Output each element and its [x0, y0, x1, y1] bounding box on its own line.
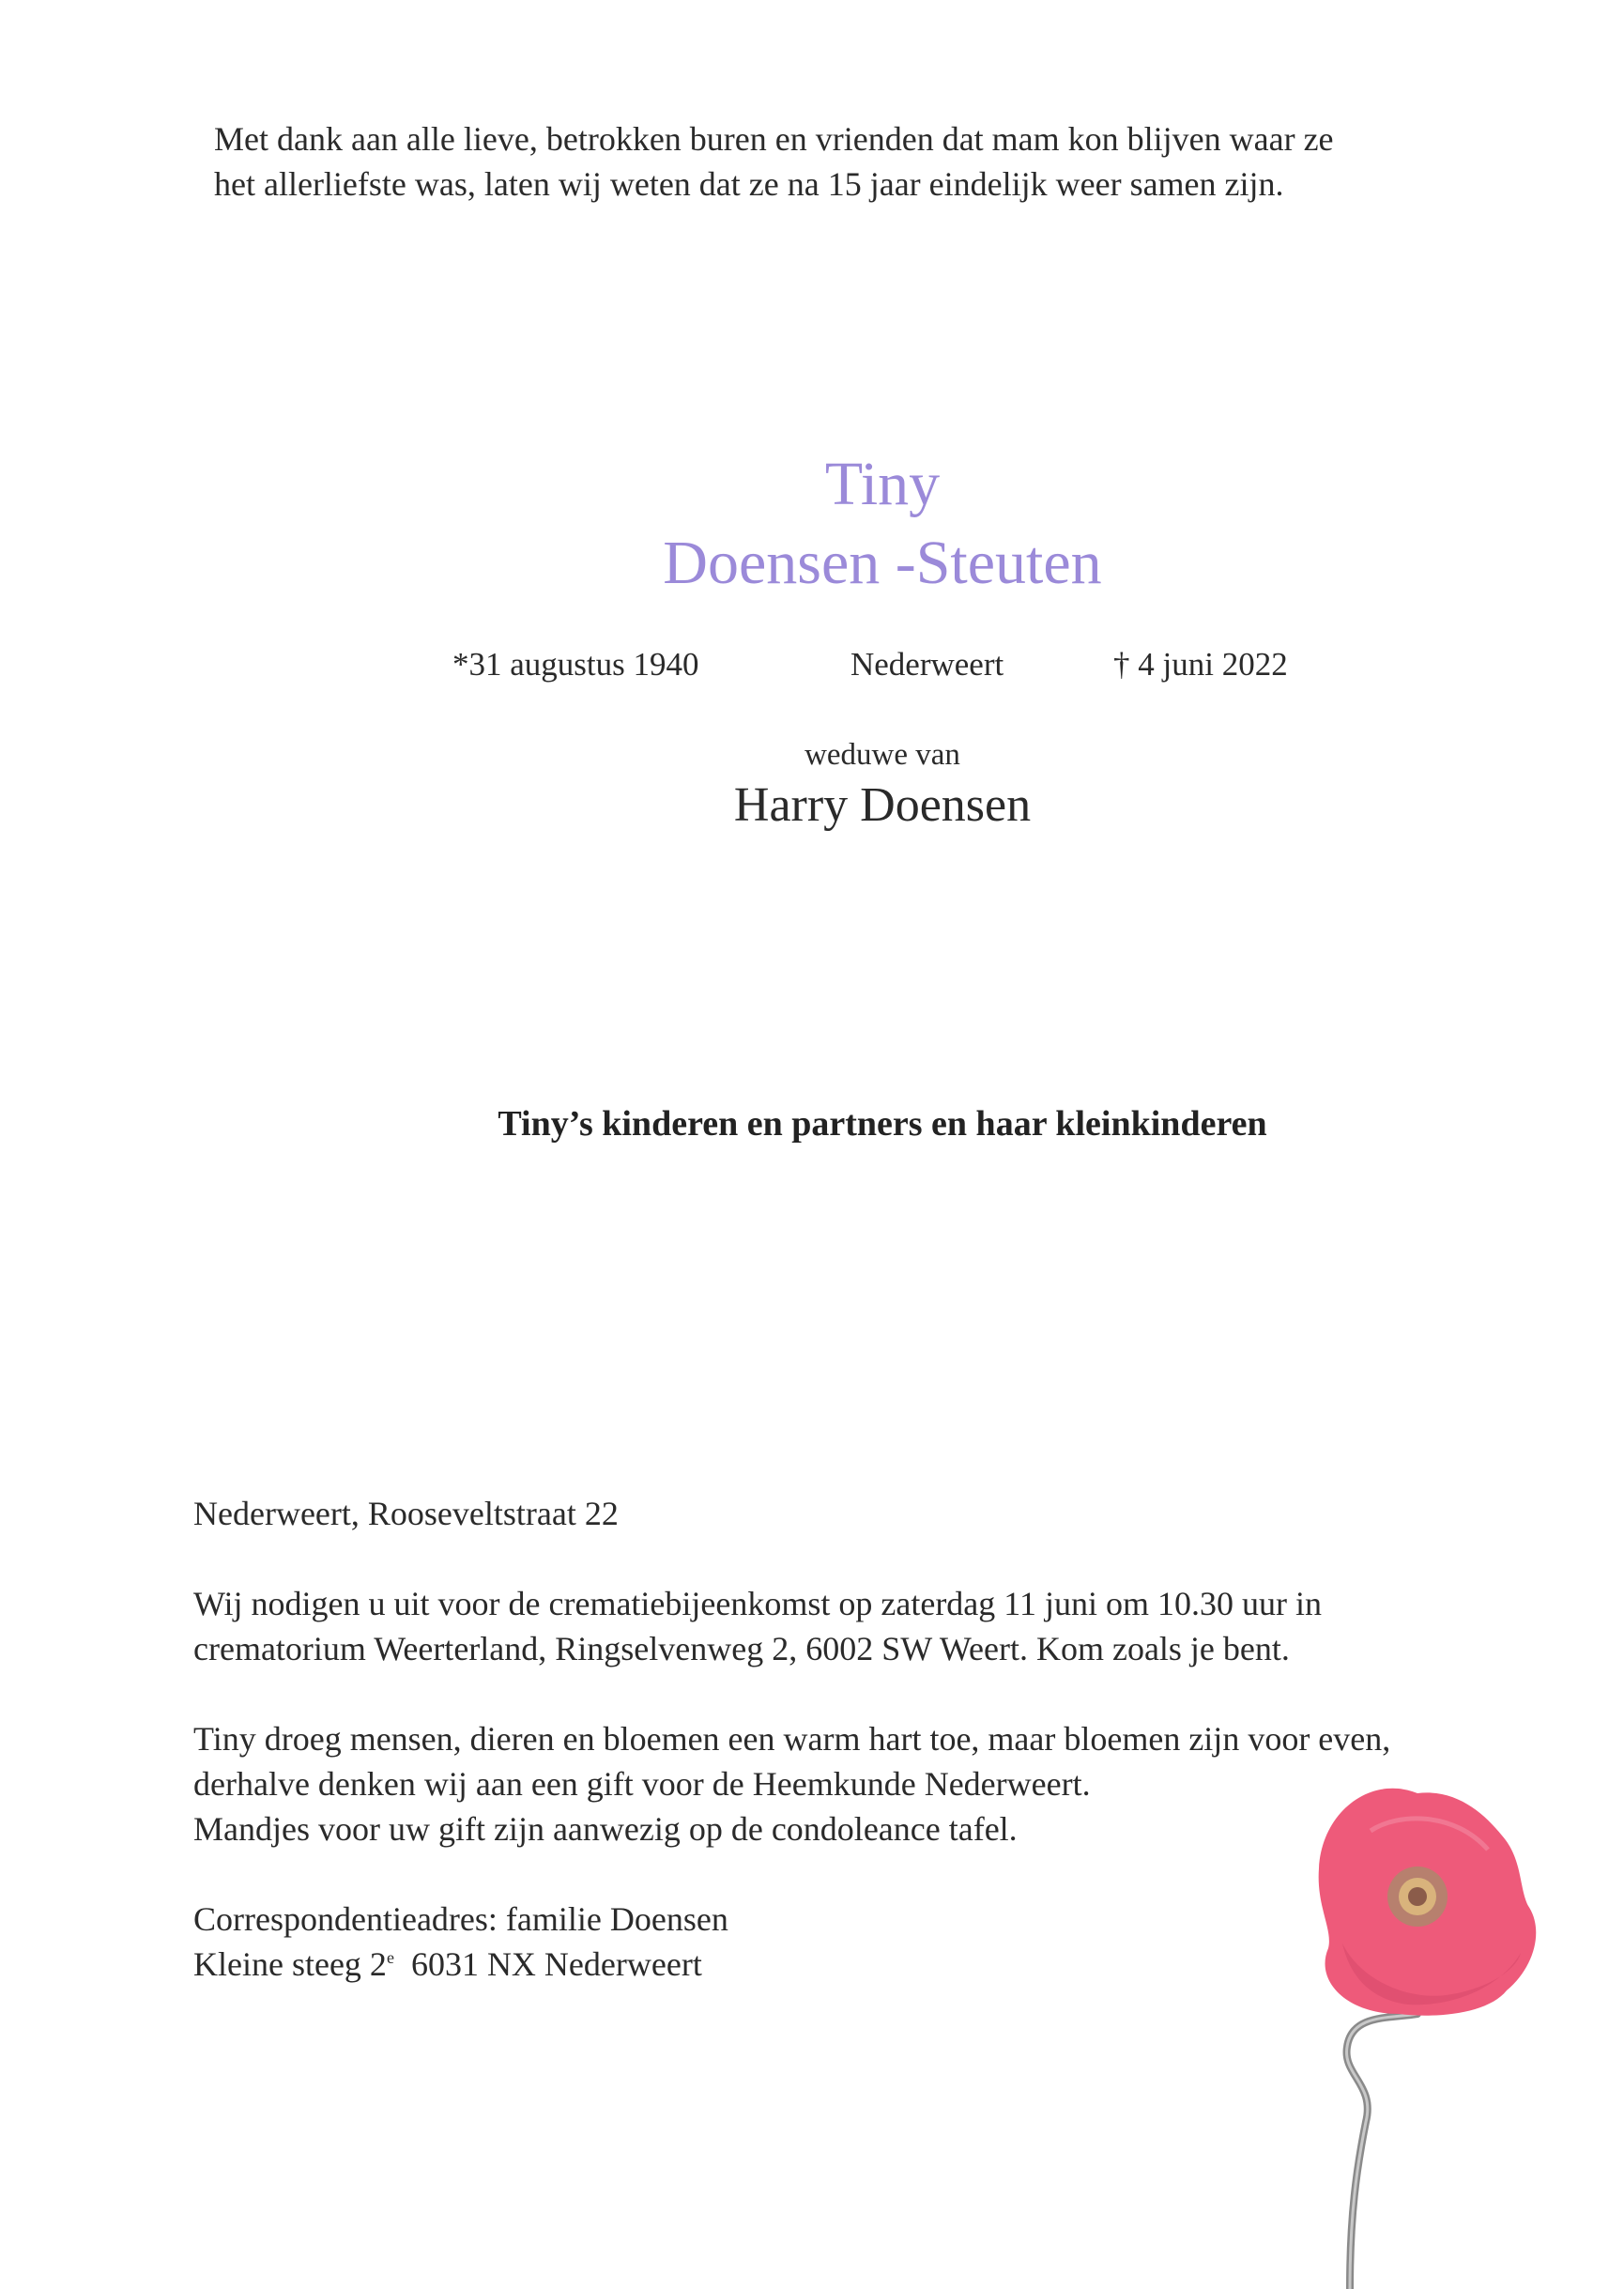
correspondence-street-sup: e: [386, 1948, 394, 1967]
intro-line-2: het allerliefste was, laten wij weten dat ze na 15 jaar eindelijk weer samen zijn.: [214, 165, 1284, 203]
correspondence-line-2: [193, 1942, 728, 1987]
family-line: Tiny’s kinderen en partners en haar kleinkinderen: [498, 1104, 1267, 1144]
invitation-line-1: Wij nodigen u uit voor de crematiebijeenkomst op zaterdag 11 juni om 10.30 uur in: [193, 1585, 1322, 1622]
place-name: Nederweert: [850, 646, 1004, 683]
intro-text: [214, 116, 1481, 207]
correspondence-line-1: Correspondentieadres: familie Doensen: [193, 1900, 728, 1938]
invitation-text: [193, 1581, 1322, 1671]
poppy-icon: [1277, 1765, 1577, 2289]
birth-date: *31 augustus 1940: [452, 646, 699, 683]
gift-text: [193, 1716, 1390, 1851]
gift-line-2: derhalve denken wij aan een gift voor de Heemkunde Nederweert.: [193, 1765, 1091, 1803]
correspondence-street: Kleine steeg 2: [193, 1945, 387, 1983]
intro-line-1: Met dank aan alle lieve, betrokken buren en vrienden dat mam kon blijven waar ze: [214, 120, 1334, 158]
correspondence-postal: 6031 NX Nederweert: [410, 1945, 702, 1983]
home-address: [193, 1491, 619, 1536]
correspondence-address: [193, 1897, 728, 1987]
husband-name: Harry Doensen: [733, 778, 1032, 832]
deceased-last-name: Doensen -Steuten: [663, 529, 1102, 597]
death-date: † 4 juni 2022: [1113, 646, 1288, 683]
home-address-text: Nederweert, Rooseveltstraat 22: [193, 1495, 619, 1532]
widow-label: weduwe van: [804, 738, 960, 772]
gift-line-1: Tiny droeg mensen, dieren en bloemen een warm hart toe, maar bloemen zijn voor even,: [193, 1720, 1391, 1758]
gift-line-3: Mandjes voor uw gift zijn aanwezig op de condoleance tafel.: [193, 1810, 1018, 1848]
deceased-first-name: Tiny: [824, 450, 941, 518]
invitation-line-2: crematorium Weerterland, Ringselvenweg 2, 6002 SW Weert. Kom zoals je bent.: [193, 1630, 1290, 1667]
